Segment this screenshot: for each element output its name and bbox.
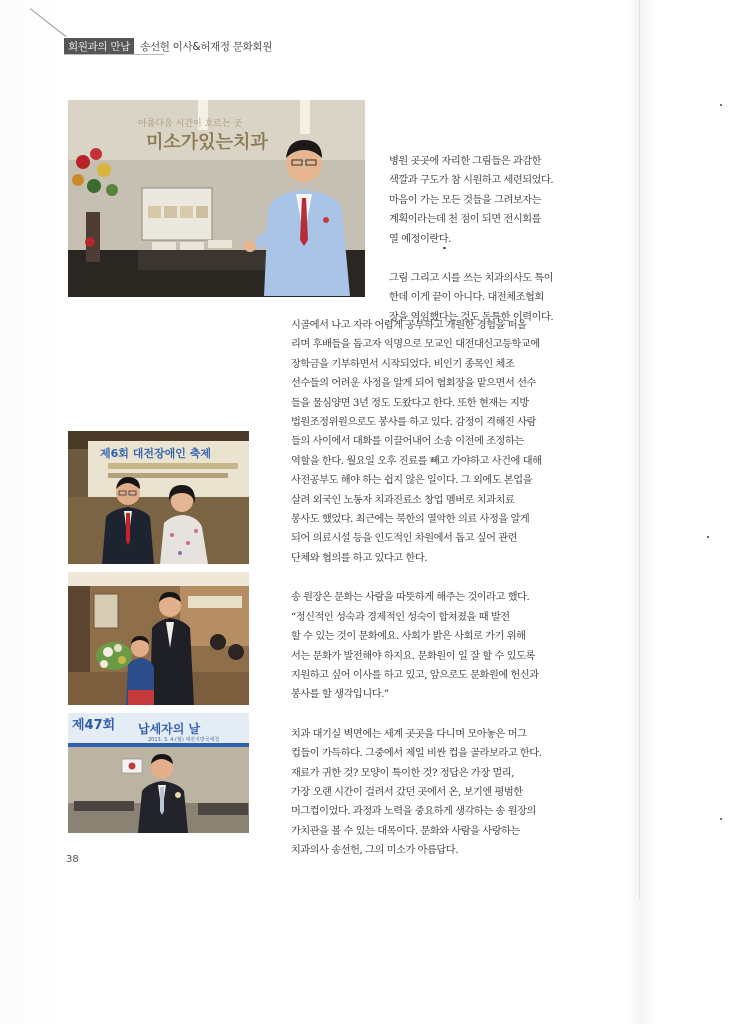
- scan-speck: [707, 536, 709, 538]
- article-top-column: [389, 152, 604, 327]
- taxpayers-day-photo: [68, 713, 249, 833]
- page-number: 38: [66, 854, 79, 865]
- gutter-line: [639, 0, 640, 900]
- paragraph-mugs: 치과 대기실 벽면에는 세계 곳곳을 다니며 모아놓은 머그 컵들이 가득하다. 그중에서 제일 비싼 컵을 골라보라고 한다. 재료가 귀한 것? 모양이 특이한 것? 정답은 가장 멀리, 가장 오랜 시간이 걸려서 갔던 곳에서 온, 보기엔 평범한 머그컵이었다. 과정과 노력을 중요하게 생각하는 송 원장의 가치관을 볼 수 있는 대목이다. 문화와 사람을 사랑하는 치과의사 송선헌, 그의 미소가 아름답다.: [291, 728, 542, 857]
- section-tag: 회원과의 만남: [64, 38, 134, 55]
- scan-speck: [443, 247, 446, 249]
- clinic-slogan: 아름다움 시간이 흐르는 곳: [138, 119, 243, 129]
- festival-photo: [68, 431, 249, 564]
- scan-speck: [720, 818, 722, 820]
- paragraph-culture-quote: 송 원장은 문화는 사람을 따뜻하게 해주는 것이라고 했다. “정신적인 성숙과 경제적인 성숙이 합쳐졌을 때 발전 할 수 있는 것이 문화예요. 사회가 밝은 사회로 가기 위해 서는 문화가 발전해야 하지요. 문화원이 일 잘 할 수 있도록 지원하고 싶어 이사를 하고 있고, 앞으로도 문화원에 헌신과 봉사를 할 생각입니다.”: [291, 592, 539, 701]
- header-rule: [64, 54, 164, 55]
- ceremony-photo: [68, 572, 249, 705]
- festival-banner: 제6회 대전장애인 축제: [100, 447, 211, 460]
- taxpayers-banner-title: 납세자의 날: [138, 722, 201, 736]
- taxpayers-banner-date: 2013. 3. 4.(월) 대전지방국세청: [148, 737, 220, 743]
- paragraph-paintings: 병원 곳곳에 자리한 그림들은 과감한 색깔과 구도가 참 시원하고 세련되었다. 마음이 가는 모든 것들을 그려보자는 계획이라는데 천 점이 되면 전시회를 열 예정이란다.: [389, 156, 554, 245]
- corner-decoration: [30, 8, 67, 37]
- paragraph-volunteering: 시골에서 나고 자라 어렵게 공부하고 개원한 경험을 떠올 리며 후배들을 돕고자 익명으로 모교인 대전대신고등학교에 장학금을 기부하면서 시작되었다. 비인기 종목인 체조 선수들의 어려운 사정을 알게 되어 협회장을 맡으면서 선수 들을 물심양면 3년 정도 도왔다고 한다. 또한 현재는 지방 법원조정위원으로도 봉사를 하고 있다. 감정이 격해진 사람 들의 사이에서 대화를 이끌어내어 소송 이전에 조정하는 역할을 한다. 월요일 오후 진료를 빼고 가야하고 사건에 대해 사전공부도 해야 하는 쉽지 않은 일이다. 그 외에도 본업을 살려 외국인 노동자 치과진료소 창업 멤버로 치과치료 봉사도 했었다. 최근에는 북한의 열악한 의료 사정을 알게 되어 의료시설 등을 인도적인 차원에서 돕고 싶어 관련 단체와 협의를 하고 있다고 한다.: [291, 320, 542, 564]
- paragraph-gymnastics: 그림 그리고 시를 쓰는 치과의사도 특이 한데 이게 끝이 아니다. 대전체조협회 장을 역임했다는 것도 독특한 이력이다.: [389, 273, 554, 323]
- article-wide-column: [291, 316, 613, 861]
- clinic-photo: [68, 100, 365, 297]
- scan-speck: [720, 104, 722, 106]
- taxpayers-banner-number: 제47회: [72, 718, 116, 733]
- section-header: [64, 38, 272, 54]
- section-title: 송선헌 이사&허재정 문화회원: [140, 40, 273, 53]
- clinic-sign: 미소가있는치과: [146, 132, 268, 153]
